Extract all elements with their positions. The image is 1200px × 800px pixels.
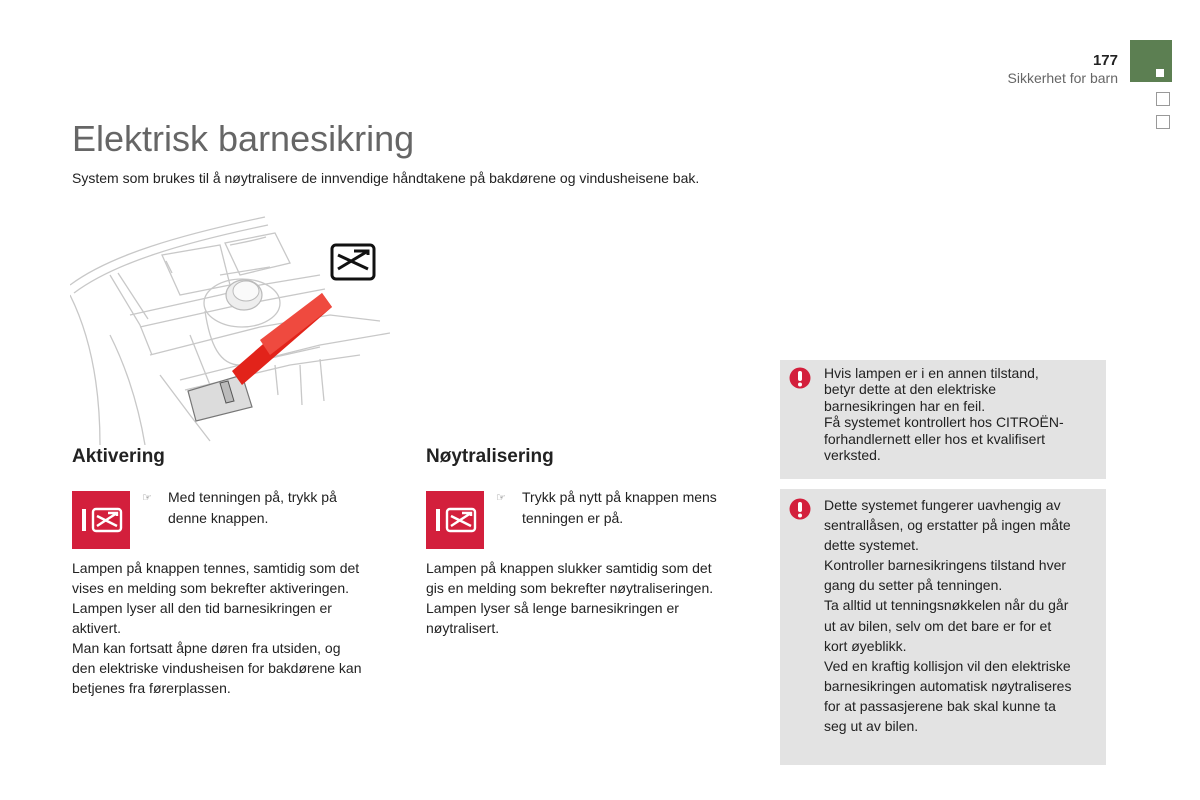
child-lock-button-icon [426,491,484,549]
note-line: Ved en kraftig kollisjon vil den elektriske [824,657,1071,674]
body-line: betjenes fra førerplassen. [72,680,231,696]
note-line: forhandlernett eller hos et kvalifisert [824,430,1045,447]
exclamation-warning-icon [789,367,811,389]
activation-body [72,558,412,698]
note-line: verksted. [824,447,881,464]
neutralization-instruction-line: Trykk på nytt på knappen mens [522,489,717,505]
note-line: dette systemet. [824,537,919,554]
note-line: ut av bilen, selv om det bare er for et [824,617,1052,634]
pointing-hand-icon: ☞ [496,492,506,504]
body-line: Man kan fortsatt åpne døren fra utsiden, og [72,640,341,656]
chapter-tab-dot [1156,69,1164,77]
body-line: den elektriske vindusheisen for bakdørene kan [72,660,362,676]
body-line: aktivert. [72,620,122,636]
neutralization-body [426,558,766,638]
activation-heading: Aktivering [72,446,165,467]
note-line: Kontroller barnesikringens tilstand hver [824,557,1067,574]
body-line: gis en melding som bekrefter nøytraliseringen. [426,580,714,596]
note-line: betyr dette at den elektriske [824,381,996,398]
note-line: barnesikringen automatisk nøytraliseres [824,677,1072,694]
child-lock-button-icon [72,491,130,549]
body-line: Lampen lyser all den tid barnesikringen er [72,600,332,616]
center-console-illustration [70,215,390,445]
note-line: Få systemet kontrollert hos CITROËN- [824,414,1064,431]
activation-instruction [142,487,402,529]
chapter-tab-square [1156,115,1170,129]
neutralization-heading: Nøytralisering [426,446,554,467]
body-line: Lampen på knappen slukker samtidig som det [426,560,712,576]
neutralization-instruction [496,487,756,529]
note-line: sentrallåsen, og erstatter på ingen måte [824,517,1071,534]
note-line: Dette systemet fungerer uavhengig av [824,497,1061,513]
body-line: Lampen lyser så lenge barnesikringen er [426,600,679,616]
note-line: seg ut av bilen. [824,718,919,735]
neutralization-instruction-line: tenningen er på. [522,510,624,526]
note-line: barnesikringen har en feil. [824,397,986,414]
chapter-tab-square [1156,92,1170,106]
body-line: vises en melding som bekrefter aktiveringen. [72,580,350,596]
note-line: Ta alltid ut tenningsnøkkelen når du går [824,597,1069,614]
chapter-tab-active [1130,40,1172,82]
exclamation-warning-icon [789,498,811,520]
intro-text: System som brukes til å nøytralisere de innvendige håndtakene på bakdørene og vindusheisene bak. [72,170,700,186]
note-line: for at passasjerene bak skal kunne ta [824,697,1056,714]
activation-instruction-line: denne knappen. [168,510,269,526]
body-line: nøytralisert. [426,620,500,636]
page-title: Elektrisk barnesikring [72,118,415,159]
warning-note-independent-system [780,489,1106,765]
pointing-hand-icon: ☞ [142,492,152,504]
section-name: Sikkerhet for barn [1007,70,1118,86]
note-line: gang du setter på tenningen. [824,577,1003,594]
note-line: Hvis lampen er i en annen tilstand, [824,365,1039,381]
warning-note-lamp-fault [780,360,1106,479]
page-number: 177 [1092,52,1118,69]
body-line: Lampen på knappen tennes, samtidig som det [72,560,360,576]
activation-instruction-line: Med tenningen på, trykk på [168,489,337,505]
note-line: kort øyeblikk. [824,637,907,654]
